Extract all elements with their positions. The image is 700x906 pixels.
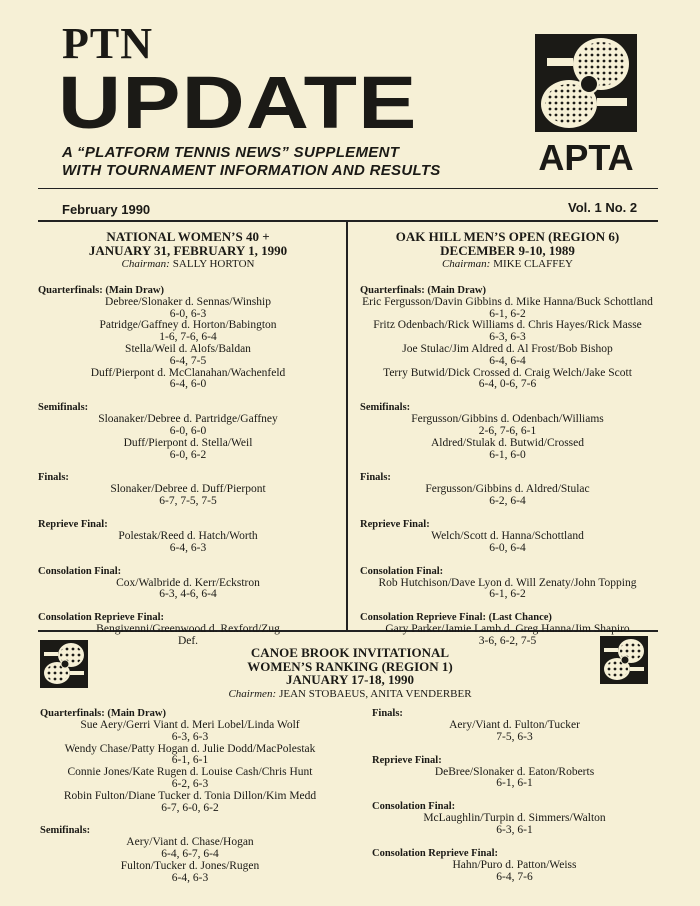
apta-paddle-logo (535, 34, 637, 174)
chair-label: Chairmen: (228, 687, 277, 700)
round-label: Quarterfinals: (Main Draw) (40, 708, 166, 719)
match-score: 6-4, 7-6 (496, 870, 533, 883)
round-label: Consolation Reprieve Final: (Last Chance) (360, 612, 552, 624)
match-result: Stella/Weil d. Alofs/Baldan (125, 342, 251, 355)
canoe-brook-right-column (372, 708, 657, 894)
round-label: Semifinals: (38, 402, 89, 414)
chair-label: Chairman: (121, 258, 170, 270)
round-label: Consolation Reprieve Final: (372, 847, 498, 859)
canoe-brook-header (150, 646, 550, 700)
chair-name: MIKE CLAFFEY (493, 258, 574, 270)
result-round (38, 519, 338, 555)
issue-date: February 1990 (62, 202, 151, 217)
match-score: 6-0, 6-2 (169, 448, 207, 461)
match-result: Aery/Viant d. Chase/Hogan (126, 836, 254, 849)
paddle-logo-right (600, 636, 648, 684)
round-label: Semifinals: (40, 825, 91, 837)
match-score: Def. (177, 634, 199, 647)
match-score: 6-1, 6-1 (496, 777, 533, 790)
match-result: Cox/Walbride d. Kerr/Eckstron (116, 576, 260, 589)
match-score: 3-6, 6-2, 7-5 (478, 634, 537, 647)
match-score: 6-4, 6-0 (169, 378, 207, 391)
womens-40-title-1: NATIONAL WOMEN’S 40 + (106, 229, 270, 244)
oak-hill-chair (360, 259, 655, 271)
match-score: 2-6, 7-6, 6-1 (478, 424, 537, 437)
round-label: Finals: (372, 708, 403, 719)
match-result: Fergusson/Gibbins d. Aldred/Stulac (425, 483, 590, 496)
match-score: 6-0, 6-3 (169, 307, 207, 320)
canoe-brook-title-3: JANUARY 17-18, 1990 (286, 672, 414, 687)
match-score: 6-0, 6-0 (169, 424, 207, 437)
match-score: 6-4, 6-3 (171, 871, 209, 884)
canoe-brook-left-column (40, 708, 340, 896)
paddle-logo-left (40, 640, 88, 688)
tagline-line-1: A “PLATFORM TENNIS NEWS” SUPPLEMENT (62, 144, 400, 161)
round-label: Finals: (360, 472, 391, 484)
match-result: Robin Fulton/Diane Tucker d. Tonia Dillon/Kim Medd (63, 789, 317, 802)
result-round (360, 566, 655, 602)
match-result: Duff/Pierpont d. Stella/Weil (123, 436, 253, 449)
match-score: 6-4, 6-4 (489, 354, 526, 367)
result-round (38, 472, 338, 508)
match-score: 6-3, 6-3 (489, 331, 526, 344)
match-result: Joe Stulac/Jim Aldred d. Al Frost/Bob Bishop (402, 342, 613, 355)
oak-hill-section (360, 230, 655, 659)
womens-40-chair (38, 259, 338, 271)
match-result: Polestak/Reed d. Hatch/Worth (118, 529, 258, 542)
match-result: Fulton/Tucker d. Jones/Rugen (120, 859, 260, 872)
result-round (372, 708, 657, 744)
match-result: Duff/Pierpont d. McClanahan/Wachenfeld (90, 366, 286, 379)
match-score: 6-4, 6-7, 6-4 (161, 848, 219, 861)
match-result: Welch/Scott d. Hanna/Schottland (431, 529, 584, 542)
result-round (360, 402, 655, 461)
canoe-brook-chair (150, 689, 550, 701)
apta-logo-text: APTA (538, 137, 634, 174)
match-score: 6-1, 6-1 (171, 754, 209, 767)
match-result: Slonaker/Debree d. Duff/Pierpont (110, 483, 266, 496)
round-label: Quarterfinals: (Main Draw) (360, 284, 486, 296)
result-round (372, 801, 657, 837)
result-round (40, 708, 340, 814)
canoe-brook-title-1: CANOE BROOK INVITATIONAL (250, 645, 450, 660)
match-score: 6-2, 6-3 (171, 777, 209, 790)
round-label: Reprieve Final: (38, 518, 108, 530)
match-score: 6-1, 6-2 (489, 307, 526, 320)
match-result: Sloanaker/Debree d. Partridge/Gaffney (98, 413, 278, 426)
round-label: Semifinals: (360, 402, 411, 414)
match-score: 6-2, 6-4 (489, 495, 526, 508)
match-result: Patridge/Gaffney d. Horton/Babington (99, 319, 277, 332)
match-score: 6-1, 6-2 (489, 588, 526, 601)
round-label: Quarterfinals: (Main Draw) (38, 284, 164, 296)
match-result: Fritz Odenbach/Rick Williams d. Chris Hayes/Rick Masse (373, 319, 642, 332)
result-round (372, 755, 657, 791)
match-result: Terry Butwid/Dick Crossed d. Craig Welch/Jake Scott (383, 366, 632, 379)
match-result: McLaughlin/Turpin d. Simmers/Walton (423, 812, 606, 825)
oak-hill-title-1: OAK HILL MEN’S OPEN (REGION 6) (395, 229, 620, 244)
round-label: Reprieve Final: (372, 754, 442, 766)
chair-label: Chairman: (441, 258, 491, 270)
match-score: 6-7, 7-5, 7-5 (159, 495, 217, 508)
match-result: Bengivenni/Greenwood d. Rexford/Zug (96, 623, 280, 636)
issue-volume: Vol. 1 No. 2 (568, 200, 638, 215)
match-result: Debree/Slonaker d. Sennas/Winship (105, 295, 271, 308)
round-label: Reprieve Final: (360, 518, 430, 530)
match-result: Aldred/Stulak d. Butwid/Crossed (430, 436, 584, 449)
match-score: 6-1, 6-0 (489, 448, 526, 461)
match-score: 6-7, 6-0, 6-2 (161, 801, 219, 814)
womens-40-title-2: JANUARY 31, FEBRUARY 1, 1990 (88, 242, 288, 258)
match-result: Aery/Viant d. Fulton/Tucker (449, 719, 580, 731)
match-score: 7-5, 6-3 (496, 730, 533, 743)
round-label: Consolation Reprieve Final: (38, 612, 164, 624)
chair-name: SALLY HORTON (172, 258, 255, 270)
match-score: 6-3, 4-6, 6-4 (159, 588, 217, 601)
match-score: 6-4, 6-3 (169, 541, 207, 554)
match-result: Sue Aery/Gerri Viant d. Meri Lobel/Linda Wolf (80, 719, 300, 731)
result-round (38, 566, 338, 602)
masthead-update: UPDATE (58, 61, 418, 144)
section-top-rule (38, 220, 658, 222)
result-round (38, 402, 338, 461)
result-round (38, 285, 338, 391)
match-result: DeBree/Slonaker d. Eaton/Roberts (434, 765, 595, 778)
masthead-tagline (62, 144, 441, 180)
match-result: Rob Hutchison/Dave Lyon d. Will Zenaty/John Topping (378, 576, 637, 589)
match-score: 6-0, 6-4 (489, 541, 526, 554)
match-result: Gary Parker/Jamie Lamb d. Greg Hanna/Jim Shapiro (385, 623, 630, 636)
result-round (360, 519, 655, 555)
match-score: 6-3, 6-1 (496, 823, 533, 836)
column-divider (346, 222, 348, 630)
round-label: Finals: (38, 472, 69, 484)
match-result: Fergusson/Gibbins d. Odenbach/Williams (411, 413, 604, 426)
result-round (40, 825, 340, 884)
match-result: Hahn/Puro d. Patton/Weiss (452, 858, 577, 871)
match-score: 6-4, 0-6, 7-6 (478, 378, 537, 391)
oak-hill-title-2: DECEMBER 9-10, 1989 (440, 242, 575, 258)
round-label: Consolation Final: (38, 565, 122, 577)
result-round (372, 848, 657, 884)
match-score: 6-4, 7-5 (169, 354, 207, 367)
chair-name: JEAN STOBAEUS, ANITA VENDERBER (279, 687, 472, 700)
womens-40-section (38, 230, 338, 659)
match-score: 6-3, 6-3 (171, 730, 209, 743)
result-round (360, 285, 655, 391)
tagline-line-2: WITH TOURNAMENT INFORMATION AND RESULTS (62, 162, 441, 179)
round-label: Consolation Final: (372, 801, 456, 813)
result-round (360, 472, 655, 508)
masthead-ptn: PTN (62, 19, 153, 68)
match-result: Wendy Chase/Patty Hogan d. Julie Dodd/MacPolestak (64, 742, 316, 755)
match-result: Eric Fergusson/Davin Gibbins d. Mike Hanna/Buck Schottland (362, 295, 653, 308)
masthead-rule (38, 188, 658, 189)
round-label: Consolation Final: (360, 565, 444, 577)
match-score: 1-6, 7-6, 6-4 (159, 331, 217, 344)
canoe-brook-title-2: WOMEN’S RANKING (REGION 1) (247, 658, 453, 674)
match-result: Connie Jones/Kate Rugen d. Louise Cash/Chris Hunt (67, 766, 313, 779)
